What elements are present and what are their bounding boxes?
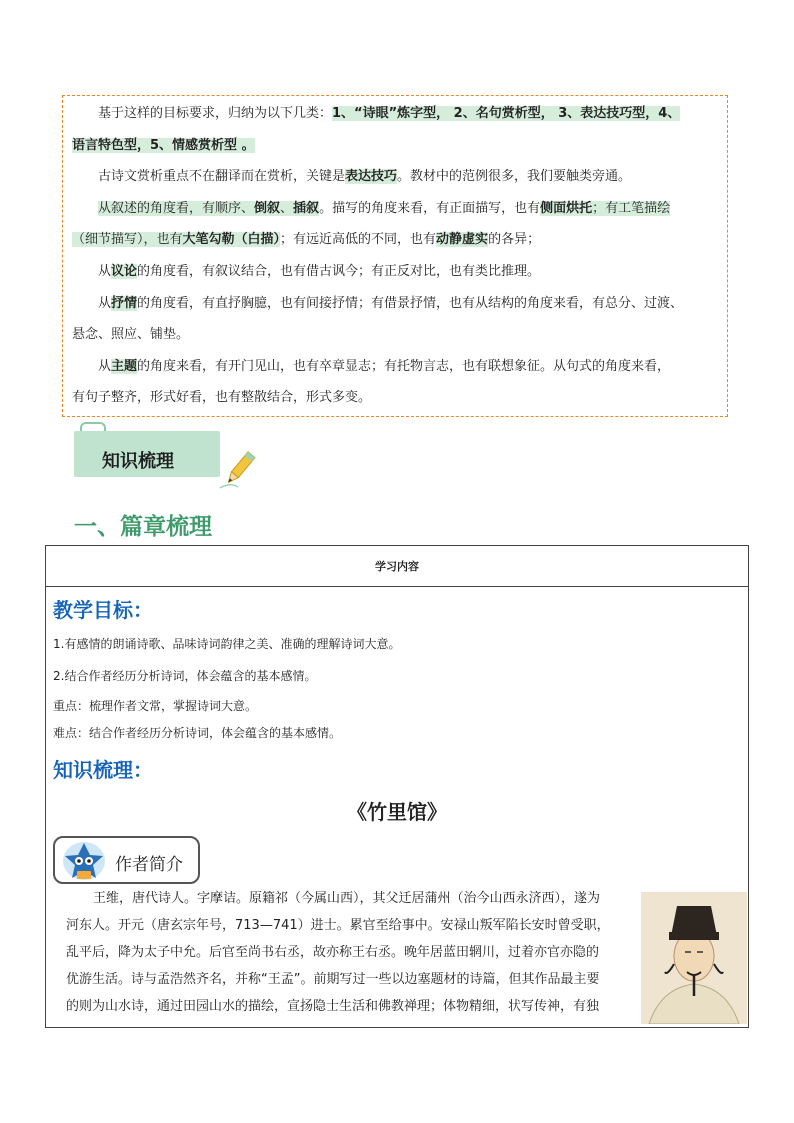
mascot-icon — [61, 840, 107, 882]
intro-line-4: 从叙述的角度看，有顺序、倒叙、插叙。描写的角度来看，有正面描写，也有侧面烘托；有工笔描绘 — [98, 201, 671, 216]
intro-line-1: 基于这样的目标要求，归纳为以下几类：1、“诗眼”炼字型， 2、名句赏析型， 3、表达技巧型，4、 — [98, 106, 681, 121]
goal-1: 1.有感情的朗诵诗歌、品味诗词韵律之美、准确的理解诗词大意。 — [53, 637, 401, 651]
wang-wei-portrait-image — [641, 892, 747, 1024]
author-intro-label: 作者简介 — [115, 855, 183, 875]
goal-2: 2.结合作者经历分析诗词，体会蕴含的基本感情。 — [53, 669, 317, 683]
intro-line-7: 从抒情的角度看，有直抒胸臆，也有间接抒情；有借景抒情，也有从结构的角度来看，有总分、过渡、 — [98, 296, 684, 311]
author-bio-line-3: 乱平后，降为太子中允。后官至尚书右丞，故亦称王右丞。晚年居蓝田辋川，过着亦官亦隐的 — [66, 945, 600, 960]
intro-line-8: 悬念、照应、铺垫。 — [72, 327, 190, 342]
poem-title: 《竹里馆》 — [347, 800, 447, 824]
intro-line-3: 古诗文赏析重点不在翻译而在赏析，关键是表达技巧。教材中的范例很多，我们要触类旁通。 — [98, 169, 632, 184]
pencil-icon — [218, 448, 260, 490]
intro-line-2: 语言特色型，5、情感赏析型 。 — [72, 138, 255, 153]
table-header-label: 学习内容 — [375, 560, 419, 573]
intro-line-9: 从主题的角度来看，有开门见山，也有卒章显志；有托物言志，也有联想象征。从句式的角度来看， — [98, 359, 671, 374]
knowledge-heading: 知识梳理： — [53, 758, 153, 782]
author-bio-line-4: 优游生活。诗与孟浩然齐名，并称“王孟”。前期写过一些以边塞题材的诗篇，但其作品最主要 — [66, 972, 600, 987]
table-header-row — [46, 546, 748, 587]
intro-line-6: 从议论的角度看，有叙议结合，也有借古讽今；有正反对比，也有类比推理。 — [98, 264, 541, 279]
section-title: 一、篇章梳理 — [74, 513, 212, 540]
author-bio-line-5: 的则为山水诗，通过田园山水的描绘，宣扬隐士生活和佛教禅理；体物精细，状写传神，有独 — [66, 999, 600, 1014]
intro-line-5: （细节描写），也有大笔勾勒（白描）；有远近高低的不同，也有动静虚实的各异； — [72, 232, 541, 247]
teaching-goals-heading: 教学目标： — [53, 598, 153, 622]
intro-line-10: 有句子整齐，形式好看，也有整散结合，形式多变。 — [72, 390, 372, 405]
difficulty-point: 难点：结合作者经历分析诗词，体会蕴含的基本感情。 — [53, 726, 342, 740]
key-point: 重点：梳理作者文常，掌握诗词大意。 — [53, 699, 258, 713]
intro-callout-box — [62, 95, 728, 417]
author-bio-line-1: 王维，唐代诗人。字摩诘。原籍祁（今属山西），其父迁居蒲州（治今山西永济西），遂为 — [93, 891, 601, 906]
knowledge-banner-label: 知识梳理 — [102, 451, 174, 472]
author-intro-badge — [53, 836, 200, 884]
author-bio-line-2: 河东人。开元（唐玄宗年号，713—741）进士。累官至给事中。安禄山叛军陷长安时曾受职， — [66, 918, 610, 933]
learning-content-table — [45, 545, 749, 1028]
